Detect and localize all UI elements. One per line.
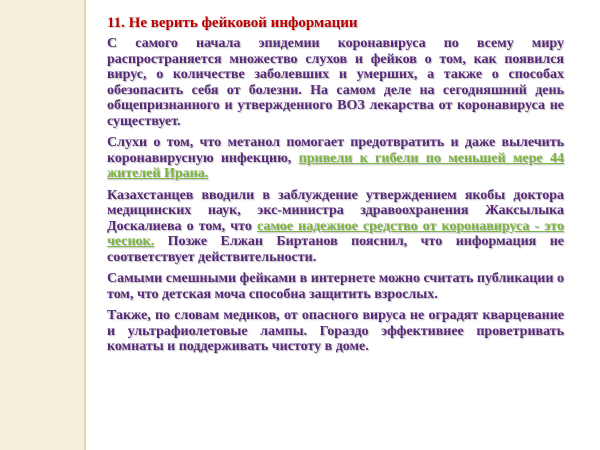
paragraph-garlic-text: Казахстанцев вводили в заблуждение утверждением якобы доктора медицинских наук, экс-министра здравоохранения Жаксылыка Доскалиева о том, что: [107, 187, 564, 234]
paragraph-ventilation: Также, по словам медиков, от опасного вируса не оградят кварцевание и ультрафиолетовые лампы. Гораздо эффективнее проветривать комнаты и поддерживать чистоту в доме.: [107, 308, 564, 354]
paragraph-methanol: [107, 135, 564, 182]
slide-title: 11. Не верить фейковой информации: [107, 15, 358, 31]
paragraph-fakes: Самыми смешными фейками в интернете можно считать публикации о том, что детская моча способна защитить взрослых.: [107, 271, 564, 302]
paragraph-methanol-text: Слухи о том, что метанол помогает предотвратить и даже вылечить коронавирусную инфекцию,: [107, 135, 564, 166]
paragraph-intro: С самого начала эпидемии коронавируса по всему миру распространяется множество слухов и фейков о том, как появился вирус, о количестве заболевших и умерших, а также о способах обезопасить себя от болезни. На самом деле на сегодняшний день общепризнанного и утвержденного ВОЗ лекарства от коронавируса не существует.: [107, 36, 564, 129]
garlic-remedy-link[interactable]: самое надежное средство от коронавируса - это чеснок.: [107, 218, 564, 249]
paragraph-garlic: [107, 188, 564, 266]
slide-side-band: [0, 0, 84, 450]
methanol-deaths-link[interactable]: привели к гибели по меньшей мере 44 жителей Ирана.: [107, 150, 564, 181]
slide-content: [107, 14, 564, 361]
slide-side-divider: [84, 0, 86, 450]
paragraph-garlic-tail: Позже Елжан Биртанов пояснил, что информация не соответствует действительности.: [107, 234, 564, 265]
